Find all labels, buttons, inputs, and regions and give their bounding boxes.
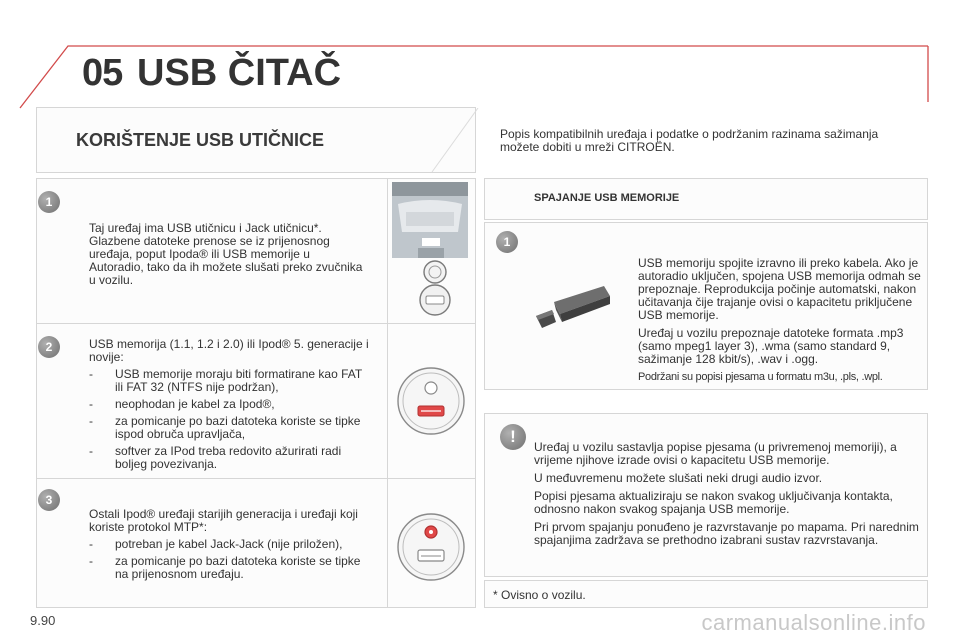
step-2-bullet-3-text: za pomicanje po bazi datoteka koriste se tipke ispod obruča upravljača,: [115, 414, 361, 441]
row-divider-1: [36, 323, 476, 324]
footnote: * Ovisno o vozilu.: [493, 588, 586, 602]
step-1-text: Taj uređaj ima USB utičnicu i Jack utičnicu*. Glazbene datoteke prenose se iz prijenosnog uređaja, poput Ipoda® ili USB memorije u Autoradio, tako da ih možete slušati preko zvučnika u vozilu.: [89, 221, 363, 287]
usb-connect-paragraph-1: USB memoriju spojite izravno ili preko kabela. Ako je autoradio uključen, spojena USB memorija odmah se prepoznaje. Reprodukcija počinje automatski, nakon učitavanja čije trajanje ovisi o kapacitetu priključene USB memorije.: [638, 256, 921, 322]
step-3-block: [89, 508, 369, 581]
usb-connect-text: [638, 257, 924, 387]
step-3-intro: Ostali Ipod® uređaji starijih generacija i uređaji koji koriste protokol MTP*:: [89, 507, 358, 534]
step-badge-2: 2: [38, 336, 60, 358]
warning-paragraph-3: Popisi pjesama aktualiziraju se nakon svakog uključivanja kontakta, odnosno nakon svakog spajanja USB memorije.: [534, 489, 893, 516]
warning-icon: !: [500, 424, 526, 450]
dashboard-photo: [392, 182, 468, 258]
usb-jack-port-icon: [396, 512, 466, 582]
bullet-dash: -: [89, 554, 93, 568]
step-2-bullet-1: [89, 368, 369, 394]
right-step-badge-1: 1: [496, 231, 518, 253]
bullet-dash: -: [89, 537, 93, 551]
step-3-bullet-1: [89, 538, 369, 551]
warning-text: [534, 441, 924, 550]
warning-paragraph-2: U međuvremenu možete slušati neki drugi audio izvor.: [534, 471, 823, 485]
step-2-bullet-3: [89, 415, 369, 441]
bullet-dash: -: [89, 367, 93, 381]
chapter-title: USB ČITAČ: [137, 52, 342, 94]
section-title: KORIŠTENJE USB UTIČNICE: [76, 130, 325, 150]
usb-connect-paragraph-3: Podržani su popisi pjesama u formatu m3u, .pls, .wpl.: [638, 371, 883, 383]
step-2-bullet-4-text: softver za IPod treba redovito ažurirati radi boljeg povezivanja.: [115, 444, 342, 471]
page-number: 9.90: [30, 613, 56, 628]
step-badge-1: 1: [38, 191, 60, 213]
usb-socket-cover-icon: [414, 258, 456, 318]
watermark: carmanualsonline.info: [701, 610, 926, 635]
step-3-bullet-1-text: potreban je kabel Jack-Jack (nije priložen),: [115, 537, 343, 551]
usb-port-icon: [396, 366, 466, 436]
warning-paragraph-1: Uređaj u vozilu sastavlja popise pjesama (u privremenoj memoriji), a vrijeme njihove izrade ovisi o kapacitetu USB memorije.: [534, 440, 897, 467]
step-3-bullet-2-text: za pomicanje po bazi datoteka koriste se tipke na prijenosnom uređaju.: [115, 554, 361, 581]
image-column-divider: [387, 178, 388, 608]
step-3-bullet-2: [89, 555, 369, 581]
bullet-dash: -: [89, 397, 93, 411]
bullet-dash: -: [89, 444, 93, 458]
usb-connect-paragraph-2: Uređaj u vozilu prepoznaje datoteke formata .mp3 (samo mpeg1 layer 3), .wma (samo standard 9, sažimanje 128 kbit/s), .wav i .ogg.: [638, 326, 904, 366]
step-2-block: [89, 338, 369, 471]
step-2-bullet-2: [89, 398, 369, 411]
usb-stick-icon: [532, 282, 618, 336]
right-subtitle: SPAJANJE USB MEMORIJE: [534, 192, 680, 204]
warning-paragraph-4: Pri prvom spajanju ponuđeno je razvrstavanje po mapama. Pri narednim spajanjima zadržava se prethodno izabrani sustav razvrstavanja.: [534, 520, 919, 547]
step-2-bullet-1-text: USB memorije moraju biti formatirane kao FAT ili FAT 32 (NTFS nije podržan),: [115, 367, 362, 394]
step-2-intro: USB memorija (1.1, 1.2 i 2.0) ili Ipod® 5. generacije i novije:: [89, 337, 369, 364]
bullet-dash: -: [89, 414, 93, 428]
step-badge-3: 3: [38, 489, 60, 511]
compatibility-note: Popis kompatibilnih uređaja i podatke o podržanim razinama sažimanja možete dobiti u mreži CITROËN.: [500, 127, 879, 154]
step-2-bullet-4: [89, 445, 369, 471]
step-2-bullet-2-text: neophodan je kabel za Ipod®,: [115, 397, 275, 411]
row-divider-2: [36, 478, 476, 479]
title-panel-slash: [430, 108, 480, 174]
chapter-number: 05: [82, 52, 123, 94]
